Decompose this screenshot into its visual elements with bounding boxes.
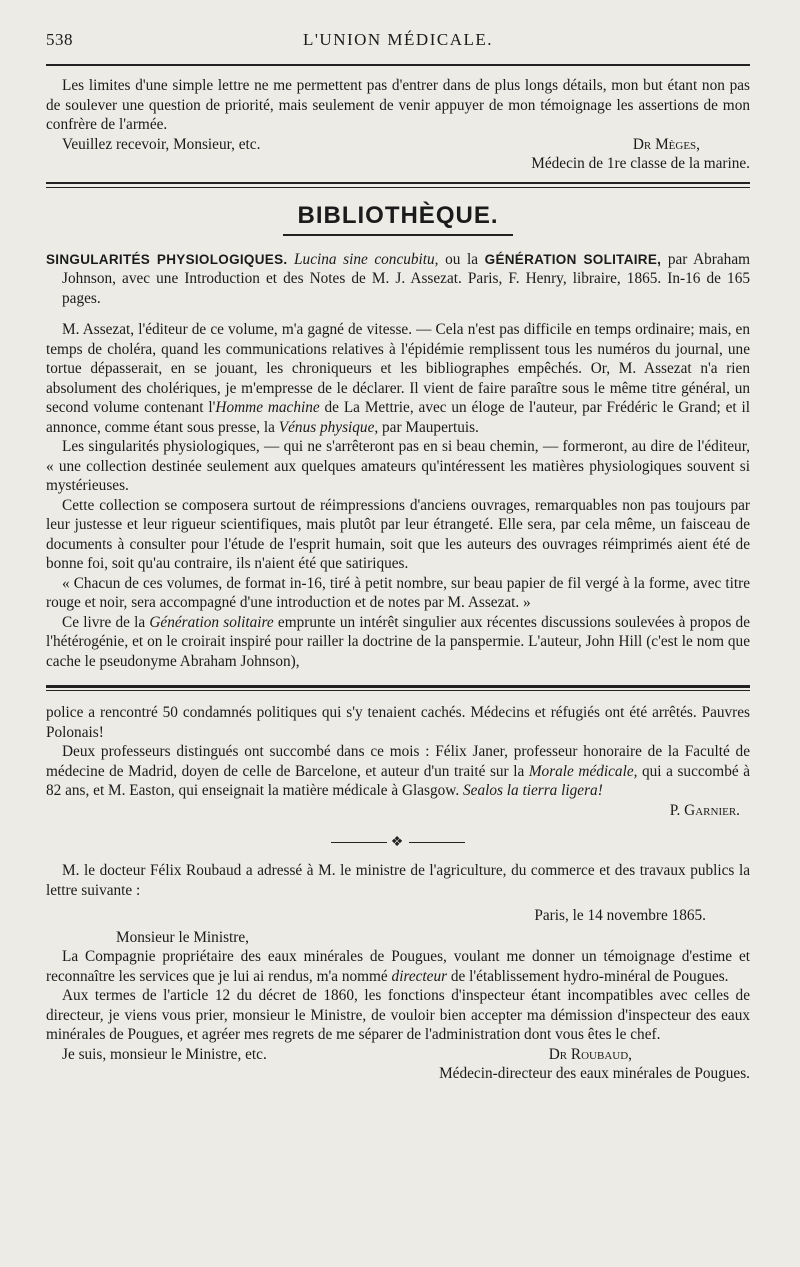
roubaud-paragraph-1: La Compagnie propriétaire des eaux minérales de Pougues, voulant me donner un témoignage d'estime et reconnaître les services que je lui ai rendus, m'a nommé directeur de l'établissement hydro-minéral de Pougues.	[46, 948, 750, 985]
letter-meges	[46, 76, 750, 174]
section-title-bibliotheque: BIBLIOTHÈQUE.	[297, 201, 499, 229]
news-paragraph-1: police a rencontré 50 condamnés politiques qui s'y tenaient cachés. Médecins et réfugiés ont été arrêtés. Pauvres Polonais!	[46, 704, 750, 741]
page-number: 538	[46, 30, 73, 49]
book-title: GÉNÉRATION SOLITAIRE,	[484, 251, 662, 267]
roubaud-closing: Je suis, monsieur le Ministre, etc.	[62, 1045, 267, 1063]
title-underline	[283, 234, 513, 236]
letter-meges-closing: Veuillez recevoir, Monsieur, etc.	[62, 135, 261, 153]
ornament-icon: ❖	[390, 835, 406, 850]
roubaud-intro: M. le docteur Félix Roubaud a adressé à M. le ministre de l'agriculture, du commerce et des travaux publics la lettre suivante :	[46, 862, 750, 899]
review-paragraph-3: Cette collection se composera surtout de réimpressions d'anciens ouvrages, remarquables non pas toujours par leur justesse et leur rigueur scientifiques, mais plutôt par leur étrangeté. Elle sera, par cela même, un faisceau de documents à consulter pour l'étude de l'esprit humain, soit que les auteurs des ouvrages réimprimés aient été de bonne foi, soit qu'au contraire, ils n'aient été que satiriques.	[46, 496, 750, 572]
roubaud-place-date: Paris, le 14 novembre 1865.	[534, 907, 706, 924]
letter-meges-paragraph: Les limites d'une simple lettre ne me permettent pas d'entrer dans de plus longs détails, mon but étant non pas de soulever une question de priorité, mais seulement de venir appuyer de mon témoignage les assertions de mon confrère de l'armée.	[46, 77, 750, 133]
column-divider	[46, 685, 750, 691]
news-section	[46, 703, 750, 820]
book-entry	[46, 250, 750, 309]
roubaud-signature-title: Médecin-directeur des eaux minérales de Pougues.	[439, 1065, 750, 1082]
roubaud-salutation: Monsieur le Ministre,	[116, 928, 249, 946]
letter-meges-signature-title: Médecin de 1re classe de la marine.	[531, 155, 750, 172]
review-paragraph-1: M. Assezat, l'éditeur de ce volume, m'a gagné de vitesse. — Cela n'est pas difficile en temps ordinaire; mais, en temps de choléra, quand les communications relatives à l'épidémie remplissent tous les numéros du journal, une tortue dépasserait, en se jouant, les chroniqueurs et les bibliographes empêchés. Or, M. Assezat n'a rien absolument des cholériques, je m'empresse de le déclarer. Il vient de faire paraître sous le même titre général, un second volume contenant l'Homme machine de La Mettrie, avec un éloge de l'auteur, par Frédéric le Grand; et il annonce, comme étant sous presse, la Vénus physique, par Maupertuis.	[46, 321, 750, 436]
page-header	[46, 0, 750, 66]
spacer	[46, 308, 750, 320]
letter-meges-signature-name: Dr Mèges,	[632, 135, 700, 153]
roubaud-signature-name: Dr Roubaud,	[548, 1045, 632, 1063]
book-publication-details: par Abraham Johnson, avec une Introduction et des Notes de M. J. Assezat. Paris, F. Henry, libraire, 1865. In-16 de 165 pages.	[62, 250, 751, 307]
running-head: L'UNION MÉDICALE.	[302, 30, 494, 49]
news-paragraph-2: Deux professeurs distingués ont succombé dans ce mois : Félix Janer, professeur honoraire de la Faculté de médecine de Madrid, doyen de celle de Barcelone, et auteur d'un traité sur la Morale médicale, qui a succombé à 82 ans, et M. Easton, qui enseignait la matière médicale à Glasgow. Sealos la tierra ligera!	[46, 743, 750, 799]
ornament-divider	[46, 834, 750, 851]
news-signature: P. Garnier.	[669, 801, 740, 819]
book-citation: SINGULARITÉS PHYSIOLOGIQUES. Lucina sine concubitu, ou la GÉNÉRATION SOLITAIRE, par Abraham Johnson, avec une Introduction et des Notes de M. J. Assezat. Paris, F. Henry, libraire, 1865. In-16 de 165 pages.	[46, 250, 751, 307]
review-paragraph-5: Ce livre de la Génération solitaire emprunte un intérêt singulier aux récentes discussions soulevées à propos de l'hétérogénie, et on le croirait inspiré pour railler la doctrine de la panspermie. L'auteur, John Hill (c'est le nom que cache le pseudonyme Abraham Johnson),	[46, 613, 750, 670]
roubaud-paragraph-2: Aux termes de l'article 12 du décret de 1860, les fonctions d'inspecteur étant incompatibles avec celles de directeur, je viens vous prier, monsieur le Ministre, de vouloir bien accepter ma démission d'inspecteur des eaux minérales de Pougues, et agréer mes regrets de me séparer de l'administration dont vous êtes le chef.	[46, 987, 750, 1043]
book-series-label: SINGULARITÉS PHYSIOLOGIQUES.	[46, 251, 288, 267]
book-subtitle: Lucina sine concubitu,	[294, 250, 439, 268]
section-divider	[46, 182, 750, 188]
review-paragraph-4: « Chacun de ces volumes, de format in-16, tiré à petit nombre, sur beau papier de fil vergé à la forme, avec titre rouge et noir, sera accompagné d'une introduction et de notes par M. Assezat. »	[46, 574, 750, 611]
review-body	[46, 320, 750, 671]
ornament-line-left	[331, 842, 387, 843]
review-paragraph-2: Les singularités physiologiques, — qui ne s'arrêteront pas en si beau chemin, — formeront, au dire de l'éditeur, « une collection destinée seulement aux quelques amateurs qu'intéressent les matières physiologiques souvent si mystérieuses.	[46, 438, 750, 494]
roubaud-letter	[46, 861, 750, 1084]
ornament-line-right	[409, 842, 465, 843]
